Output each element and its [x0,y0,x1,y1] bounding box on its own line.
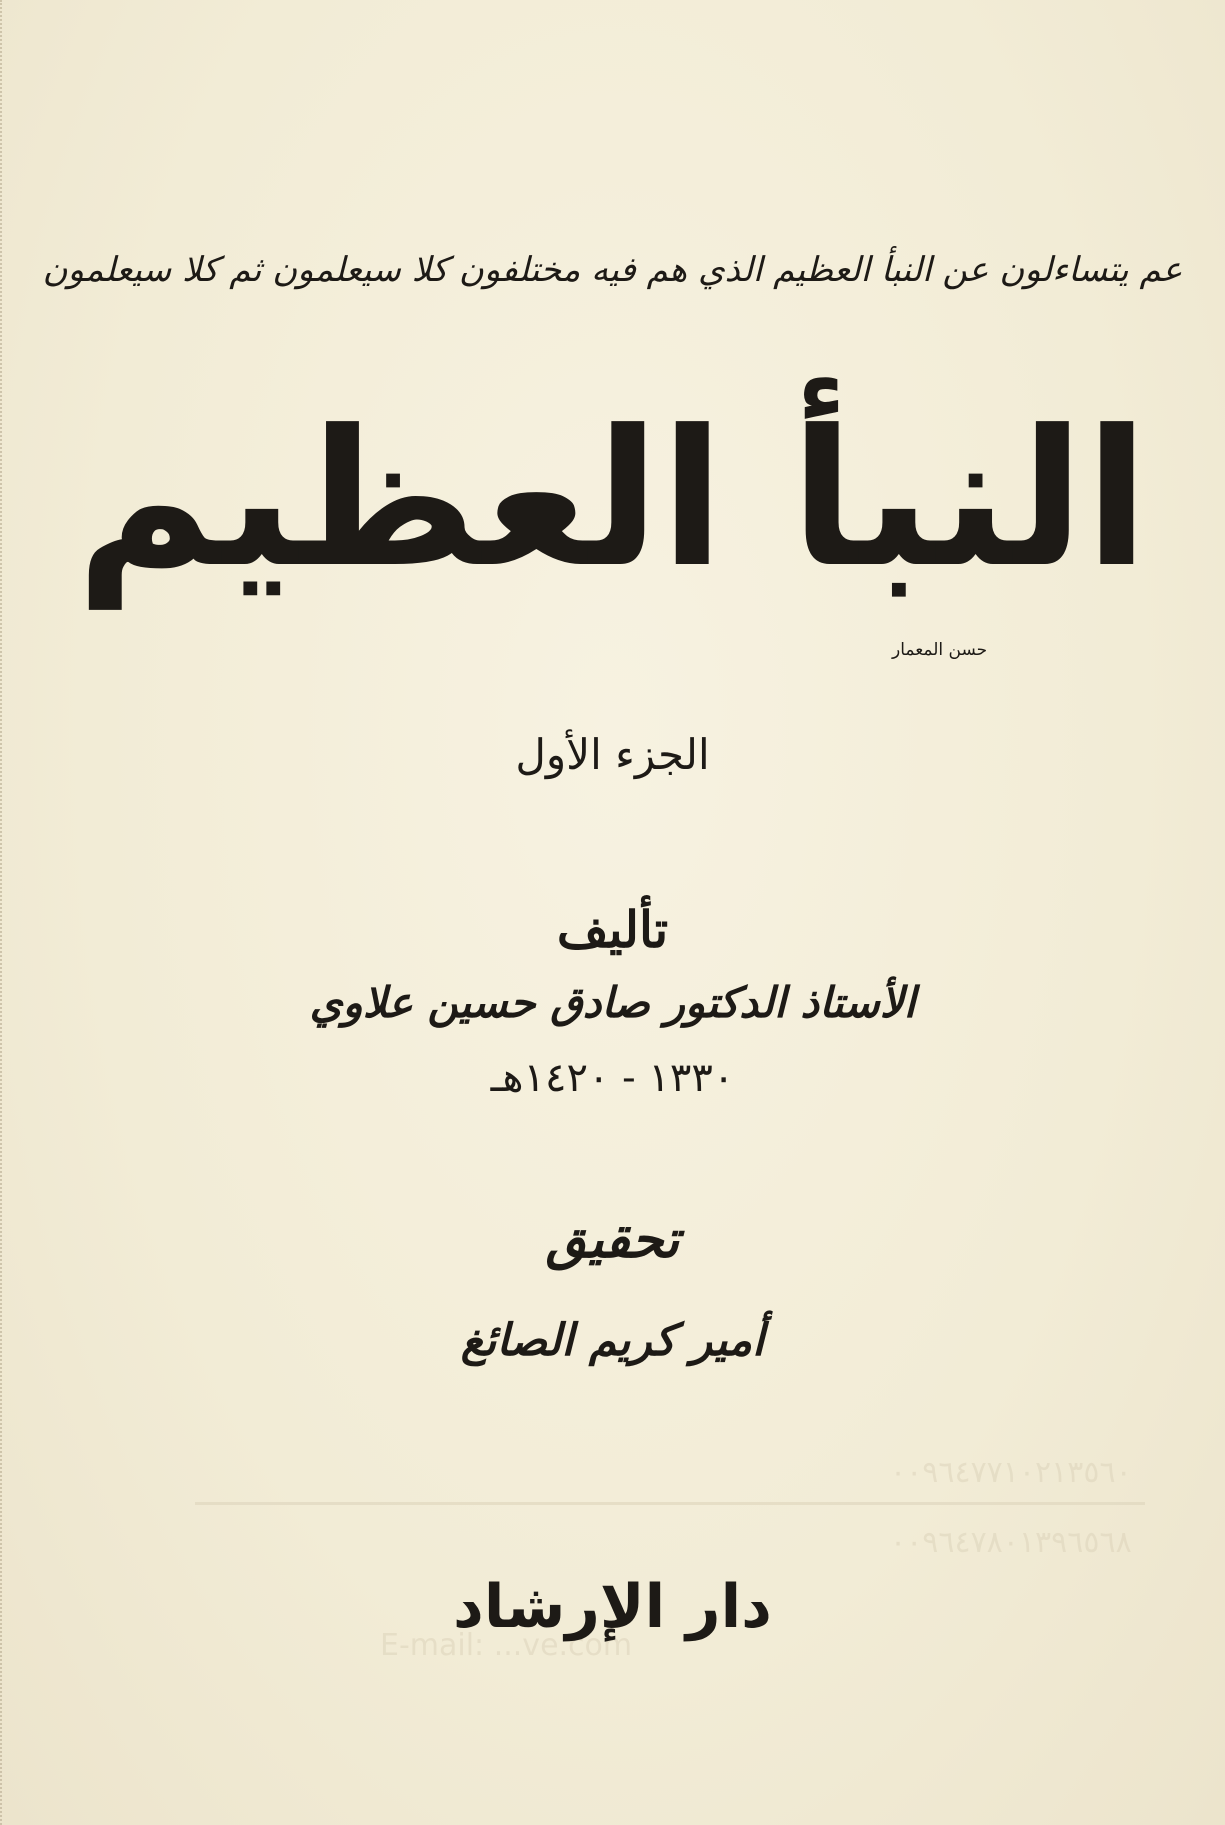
show-through-phone-2: ٠٠٩٦٤٧٨٠١٣٩٦٥٦٨ [890,1525,1132,1560]
calligrapher-signature: حسن المعمار [892,640,988,660]
author-dates: ١٣٣٠ - ١٤٢٠هـ [490,1055,735,1101]
show-through-phone-1: ٠٠٩٦٤٧٧١٠٢١٣٥٦٠ [890,1455,1132,1490]
publisher-name: دار الإرشاد [453,1572,772,1642]
show-through-email: E-mail: ...ve.com [380,1628,633,1663]
author-name: الأستاذ الدكتور صادق حسين علاوي [309,978,916,1027]
quranic-verse: عم يتساءلون عن النبأ العظيم الذي هم فيه مختلفون كلا سيعلمون ثم كلا سيعلمون [42,250,1183,290]
book-title: النبأ العظيم [75,390,1149,609]
edited-by-label: تحقيق [545,1210,680,1270]
show-through-rule [195,1502,1145,1505]
volume-label: الجزء الأول [515,730,710,779]
editor-name: أمير كريم الصائغ [460,1315,765,1366]
authored-by-label: تأليف [556,900,669,959]
